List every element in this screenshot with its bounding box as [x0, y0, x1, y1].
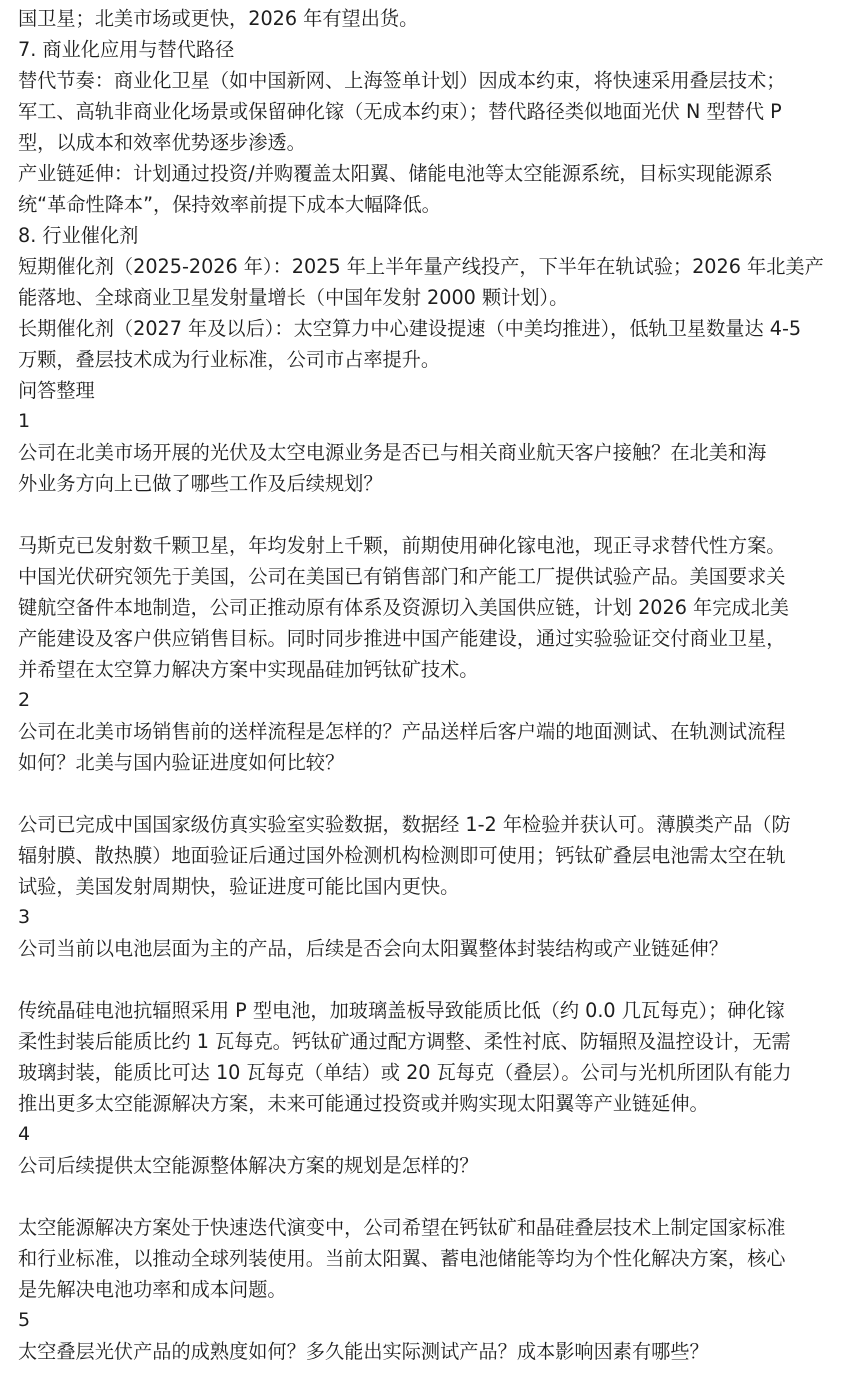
section-heading-8: 8. 行业催化剂 [18, 224, 139, 247]
answer-text: 太空能源解决方案处于快速迭代演变中，公司希望在钙钛矿和晶硅叠层技术上制定国家标准 [18, 1216, 786, 1239]
text-line: 短期催化剂（2025-2026 年）：2025 年上半年量产线投产，下半年在轨试验；2026 年北美产 [18, 255, 824, 278]
question-text: 外业务方向上已做了哪些工作及后续规划？ [18, 472, 383, 495]
text-line: 军工、高轨非商业化场景或保留砷化镓（无成本约束）；替代路径类似地面光伏 N 型替代 P [18, 100, 782, 123]
question-text: 公司当前以电池层面为主的产品，后续是否会向太阳翼整体封装结构或产业链延伸？ [18, 937, 728, 960]
answer-text: 玻璃封装，能质比可达 10 瓦每克（单结）或 20 瓦每克（叠层）。公司与光机所团队有能力 [18, 1061, 792, 1084]
qa-heading: 问答整理 [18, 379, 95, 402]
text-line: 替代节奏：商业化卫星（如中国新网、上海签单计划）因成本约束，将快速采用叠层技术； [18, 69, 786, 92]
blank-line [18, 964, 850, 995]
answer-text: 辐射膜、散热膜）地面验证后通过国外检测机构检测即可使用；钙钛矿叠层电池需太空在轨 [18, 844, 786, 867]
text-line: 长期催化剂（2027 年及以后）：太空算力中心建设提速（中美均推进），低轨卫星数量达 4-5 [18, 317, 802, 340]
text-line: 能落地、全球商业卫星发射量增长（中国年发射 2000 颗计划）。 [18, 286, 569, 309]
question-number: 1 [18, 410, 31, 432]
text-line: 型，以成本和效率优势逐步渗透。 [18, 131, 306, 154]
question-number: 5 [18, 1309, 31, 1331]
question-number: 2 [18, 689, 31, 711]
answer-text: 并希望在太空算力解决方案中实现晶硅加钙钛矿技术。 [18, 658, 479, 681]
section-heading-7: 7. 商业化应用与替代路径 [18, 38, 235, 61]
question-text: 公司在北美市场开展的光伏及太空电源业务是否已与相关商业航天客户接触？在北美和海 [18, 441, 767, 464]
text-line: 万颗，叠层技术成为行业标准，公司市占率提升。 [18, 348, 441, 371]
blank-line [18, 778, 850, 809]
blank-line [18, 499, 850, 530]
answer-text: 是先解决电池功率和成本问题。 [18, 1278, 287, 1301]
question-number: 4 [18, 1123, 31, 1145]
question-text: 太空叠层光伏产品的成熟度如何？多久能出实际测试产品？成本影响因素有哪些？ [18, 1340, 709, 1363]
answer-text: 传统晶硅电池抗辐照采用 P 型电池，加玻璃盖板导致能质比低（约 0.0 几瓦每克）；砷化镓 [18, 999, 785, 1022]
document-page [18, 3, 850, 1367]
answer-text: 试验，美国发射周期快，验证进度可能比国内更快。 [18, 875, 460, 898]
text-line: 统“革命性降本”，保持效率前提下成本大幅降低。 [18, 193, 441, 216]
answer-text: 公司已完成中国国家级仿真实验室实验数据，数据经 1-2 年检验并获认可。薄膜类产品（防 [18, 813, 791, 836]
answer-text: 中国光伏研究领先于美国，公司在美国已有销售部门和产能工厂提供试验产品。美国要求关 [18, 565, 786, 588]
text-line: 产业链延伸：计划通过投资/并购覆盖太阳翼、储能电池等太空能源系统，目标实现能源系 [18, 162, 773, 185]
question-text: 公司在北美市场销售前的送样流程是怎样的？产品送样后客户端的地面测试、在轨测试流程 [18, 720, 786, 743]
answer-text: 马斯克已发射数千颗卫星，年均发射上千颗，前期使用砷化镓电池，现正寻求替代性方案。 [18, 534, 786, 557]
answer-text: 推出更多太空能源解决方案，未来可能通过投资或并购实现太阳翼等产业链延伸。 [18, 1092, 709, 1115]
text-line: 国卫星；北美市场或更快，2026 年有望出货。 [18, 7, 419, 30]
answer-text: 产能建设及客户供应销售目标。同时同步推进中国产能建设，通过实验验证交付商业卫星， [18, 627, 786, 650]
question-number: 3 [18, 906, 31, 928]
blank-line [18, 1181, 850, 1212]
question-text: 公司后续提供太空能源整体解决方案的规划是怎样的？ [18, 1154, 479, 1177]
answer-text: 键航空备件本地制造，公司正推动原有体系及资源切入美国供应链，计划 2026 年完成北美 [18, 596, 789, 619]
answer-text: 和行业标准，以推动全球列装使用。当前太阳翼、蓄电池储能等均为个性化解决方案，核心 [18, 1247, 786, 1270]
question-text: 如何？北美与国内验证进度如何比较？ [18, 751, 345, 774]
answer-text: 柔性封装后能质比约 1 瓦每克。钙钛矿通过配方调整、柔性衬底、防辐照及温控设计，无需 [18, 1030, 791, 1053]
